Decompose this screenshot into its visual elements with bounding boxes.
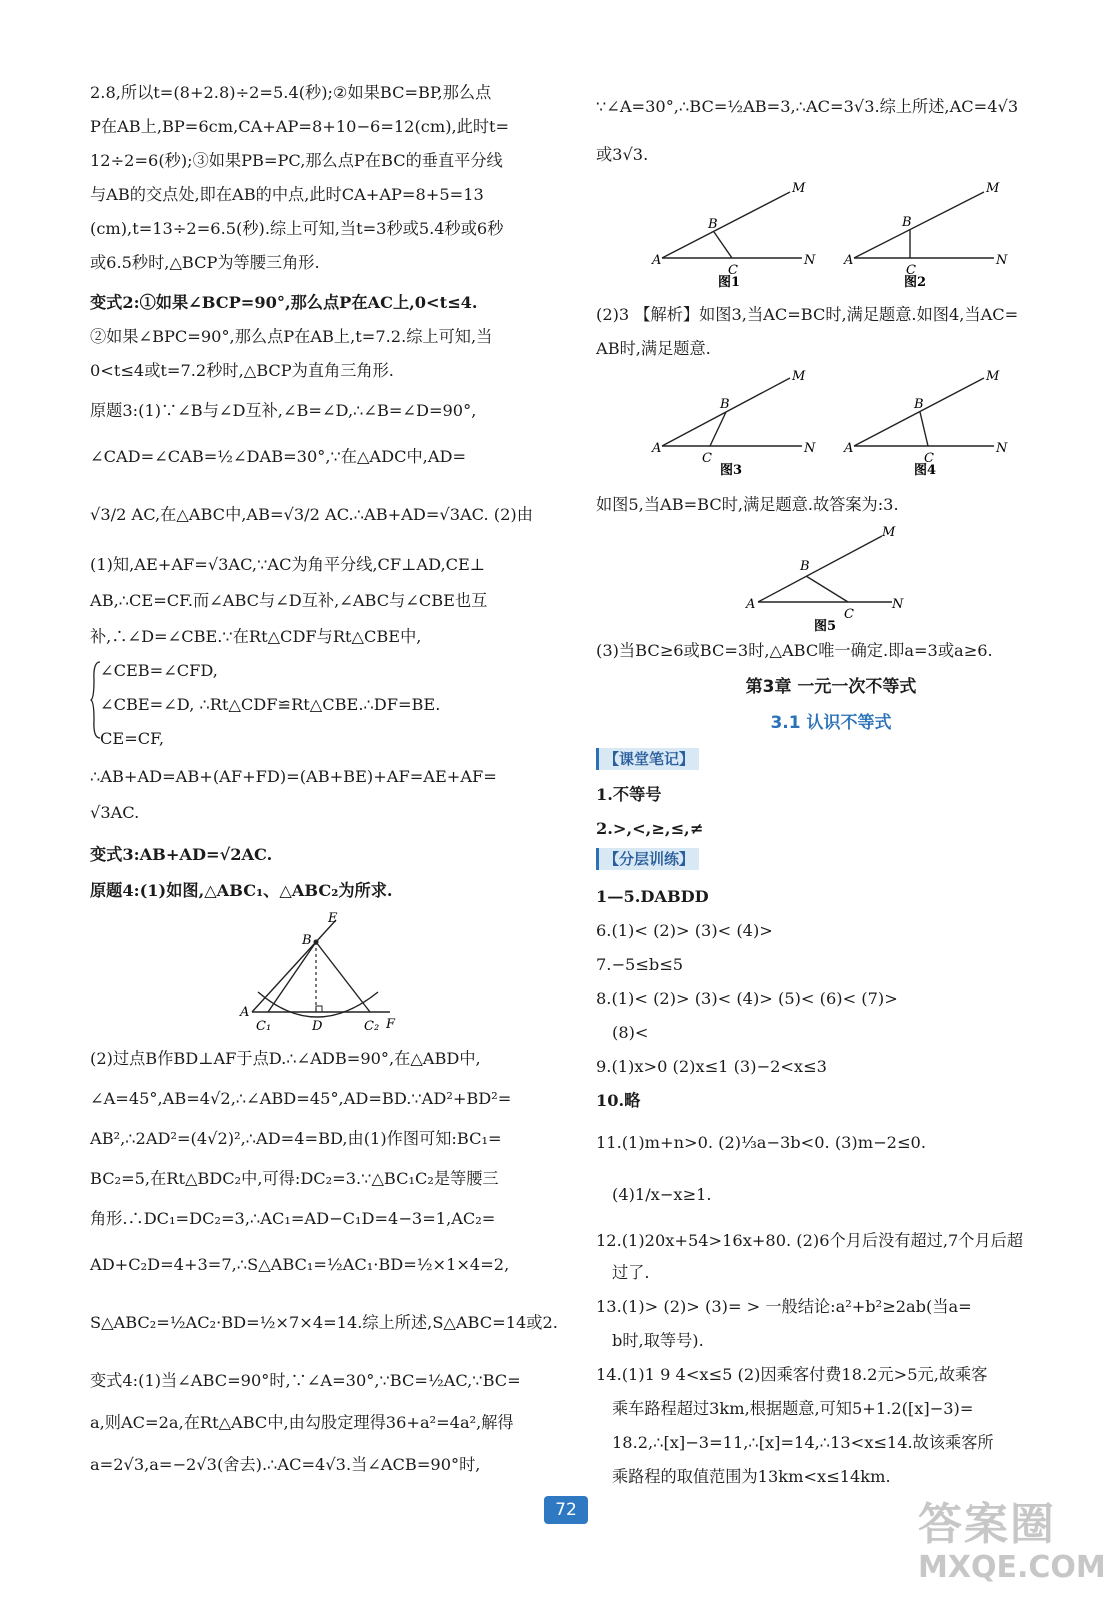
text-line: ∠A=45°,AB=4√2,∴∠ABD=45°,AD=BD.∵AD²+BD²= — [90, 1089, 512, 1108]
pt-M: M — [986, 369, 1000, 384]
pt-C: C — [906, 263, 916, 278]
pt-A: A — [844, 441, 854, 456]
pt-N: N — [804, 253, 816, 268]
answer-line: 1—5.DABDD — [596, 887, 709, 906]
pt-B: B — [914, 397, 924, 412]
figure-2 — [844, 180, 1014, 296]
figure-3 — [652, 368, 822, 484]
fig-label: C₁ — [256, 1019, 272, 1034]
fig-caption: 图1 — [718, 275, 741, 290]
answer-line: 18.2,∴[x]−3=11,∴[x]=14,∴13<x≤14.故该乘客所 — [612, 1433, 994, 1452]
text-line: 变式4:(1)当∠ABC=90°时,∵∠A=30°,∵BC=½AC,∵BC= — [90, 1371, 521, 1390]
text-line: P在AB上,BP=6cm,CA+AP=8+10−6=12(cm),此时t= — [90, 117, 510, 136]
text-line: 12÷2=6(秒);③如果PB=PC,那么点P在BC的垂直平分线 — [90, 151, 503, 170]
fig-label: C₂ — [364, 1019, 380, 1034]
answer-line: (4)1/x−x≥1. — [612, 1185, 712, 1204]
section-title: 3.1 认识不等式 — [770, 713, 892, 733]
pt-C: C — [728, 263, 738, 278]
text-line: 0<t≤4或t=7.2秒时,△BCP为直角三角形. — [90, 361, 394, 380]
text-line: ∠CBE=∠D, ∴Rt△CDF≌Rt△CBE.∴DF=BE. — [100, 695, 441, 714]
pt-C: C — [924, 451, 934, 466]
answer-line: 6.(1)< (2)> (3)< (4)> — [596, 921, 773, 940]
answer-line: 过了. — [612, 1263, 650, 1282]
answer-line: 乘路程的取值范围为13km<x≤14km. — [612, 1467, 891, 1486]
answer-line: 2.>,<,≥,≤,≠ — [596, 819, 704, 838]
page-number: 72 — [544, 1496, 588, 1524]
answer-line: 7.−5≤b≤5 — [596, 955, 684, 974]
answer-line: 1.不等号 — [596, 785, 662, 804]
watermark-url: MXQE.COM — [918, 1550, 1106, 1585]
text-line: 变式3:AB+AD=√2AC. — [90, 845, 273, 864]
fig-label: B — [302, 933, 312, 948]
text-line: ∴AB+AD=AB+(AF+FD)=(AB+BE)+AF=AE+AF= — [90, 767, 497, 786]
fig-label: A — [240, 1005, 250, 1020]
pt-A: A — [844, 253, 854, 268]
tag-row — [596, 748, 1066, 770]
answer-line: 乘车路程超过3km,根据题意,可知5+1.2([x]−3)= — [612, 1399, 974, 1418]
text-line: 或3√3. — [596, 145, 649, 164]
text-line: 变式2:①如果∠BCP=90°,那么点P在AC上,0<t≤4. — [90, 293, 478, 312]
figure-4 — [844, 368, 1014, 484]
text-line: BC₂=5,在Rt△BDC₂中,可得:DC₂=3.∵△BC₁C₂是等腰三 — [90, 1169, 499, 1188]
pt-C: C — [702, 451, 712, 466]
text-line: AB²,∴2AD²=(4√2)²,∴AD=4=BD,由(1)作图可知:BC₁= — [90, 1129, 502, 1148]
fig-label: F — [386, 1017, 396, 1032]
pt-N: N — [892, 597, 904, 612]
text-line: (2)过点B作BD⊥AF于点D.∴∠ADB=90°,在△ABD中, — [90, 1049, 481, 1068]
pt-A: A — [746, 597, 756, 612]
pt-A: A — [652, 441, 662, 456]
text-line: ∠CAD=∠CAB=½∠DAB=30°,∵在△ADC中,AD= — [90, 447, 467, 466]
pt-M: M — [986, 181, 1000, 196]
tag-row — [596, 848, 1066, 870]
pt-N: N — [804, 441, 816, 456]
pt-A: A — [652, 253, 662, 268]
figure-5 — [742, 522, 912, 638]
pt-B: B — [708, 217, 718, 232]
text-line: (1)知,AE+AF=√3AC,∵AC为角平分线,CF⊥AD,CE⊥ — [90, 555, 486, 574]
pt-M: M — [792, 369, 806, 384]
pt-B: B — [720, 397, 730, 412]
fig-label: E — [328, 911, 338, 926]
watermark-logo: 答案圈 — [918, 1499, 1056, 1550]
text-line: (3)当BC≥6或BC=3时,△ABC唯一确定.即a=3或a≥6. — [596, 641, 993, 660]
fig-caption: 图2 — [904, 275, 927, 290]
tag-class-notes: 【课堂笔记】 — [596, 748, 699, 770]
fig-caption: 图3 — [720, 463, 743, 478]
text-line: AD+C₂D=4+3=7,∴S△ABC₁=½AC₁·BD=½×1×4=2, — [90, 1255, 510, 1274]
answer-line: b时,取等号). — [612, 1331, 704, 1350]
text-line: 与AB的交点处,即在AB的中点,此时CA+AP=8+5=13 — [90, 185, 484, 204]
text-line: AB,∴CE=CF.而∠ABC与∠D互补,∠ABC与∠CBE也互 — [90, 591, 488, 610]
text-line: a,则AC=2a,在Rt△ABC中,由勾股定理得36+a²=4a²,解得 — [90, 1413, 514, 1432]
answer-line: 14.(1)1 9 4<x≤5 (2)因乘客付费18.2元>5元,故乘客 — [596, 1365, 988, 1384]
text-line: 角形.∴DC₁=DC₂=3,∴AC₁=AD−C₁D=4−3=1,AC₂= — [90, 1209, 496, 1228]
answer-line: 11.(1)m+n>0. (2)⅓a−3b<0. (3)m−2≤0. — [596, 1133, 926, 1152]
text-line: (2)3 【解析】如图3,当AC=BC时,满足题意.如图4,当AC= — [596, 305, 1019, 324]
pt-N: N — [996, 441, 1008, 456]
text-line: ∵∠A=30°,∴BC=½AB=3,∴AC=3√3.综上所述,AC=4√3 — [596, 97, 1019, 116]
answer-line: 9.(1)x>0 (2)x≤1 (3)−2<x≤3 — [596, 1057, 827, 1076]
pt-N: N — [996, 253, 1008, 268]
text-line: ②如果∠BPC=90°,那么点P在AB上,t=7.2.综上可知,当 — [90, 327, 493, 346]
text-line: AB时,满足题意. — [596, 339, 711, 358]
answer-line: 13.(1)> (2)> (3)= > 一般结论:a²+b²≥2ab(当a= — [596, 1297, 972, 1316]
answer-line: 12.(1)20x+54>16x+80. (2)6个月后没有超过,7个月后超 — [596, 1231, 1024, 1250]
pt-B: B — [902, 215, 912, 230]
text-line: 或6.5秒时,△BCP为等腰三角形. — [90, 253, 320, 272]
text-line: CE=CF, — [100, 729, 165, 748]
text-line: a=2√3,a=−2√3(舍去).∴AC=4√3.当∠ACB=90°时, — [90, 1455, 481, 1474]
pt-C: C — [844, 607, 854, 622]
text-line: √3AC. — [90, 803, 140, 822]
text-line: S△ABC₂=½AC₂·BD=½×7×4=14.综上所述,S△ABC=14或2. — [90, 1313, 558, 1332]
text-line: √3/2 AC,在△ABC中,AB=√3/2 AC.∴AB+AD=√3AC. (2)由 — [90, 505, 533, 524]
text-line: (cm),t=13÷2=6.5(秒).综上可知,当t=3秒或5.4秒或6秒 — [90, 219, 504, 238]
answer-line: 10.略 — [596, 1091, 641, 1110]
text-line: 原题3:(1)∵∠B与∠D互补,∠B=∠D,∴∠B=∠D=90°, — [90, 401, 477, 420]
text-line: 如图5,当AB=BC时,满足题意.故答案为:3. — [596, 495, 899, 514]
fig-label: D — [312, 1019, 323, 1034]
tag-layered-training: 【分层训练】 — [596, 848, 699, 870]
figure-arc-triangle — [240, 912, 410, 1036]
chapter-title: 第3章 一元一次不等式 — [745, 677, 917, 697]
answer-line: (8)< — [612, 1023, 649, 1042]
text-line: 2.8,所以t=(8+2.8)÷2=5.4(秒);②如果BC=BP,那么点 — [90, 83, 492, 102]
text-line: 原题4:(1)如图,△ABC₁、△ABC₂为所求. — [90, 881, 393, 900]
pt-M: M — [792, 181, 806, 196]
pt-B: B — [800, 559, 810, 574]
text-line: ∠CEB=∠CFD, — [100, 661, 218, 680]
fig-caption: 图5 — [814, 619, 837, 634]
pt-M: M — [882, 525, 896, 540]
fig-caption: 图4 — [914, 463, 937, 478]
figure-1 — [652, 180, 822, 296]
answer-line: 8.(1)< (2)> (3)< (4)> (5)< (6)< (7)> — [596, 989, 898, 1008]
text-line: 补,∴∠D=∠CBE.∵在Rt△CDF与Rt△CBE中, — [90, 627, 422, 646]
